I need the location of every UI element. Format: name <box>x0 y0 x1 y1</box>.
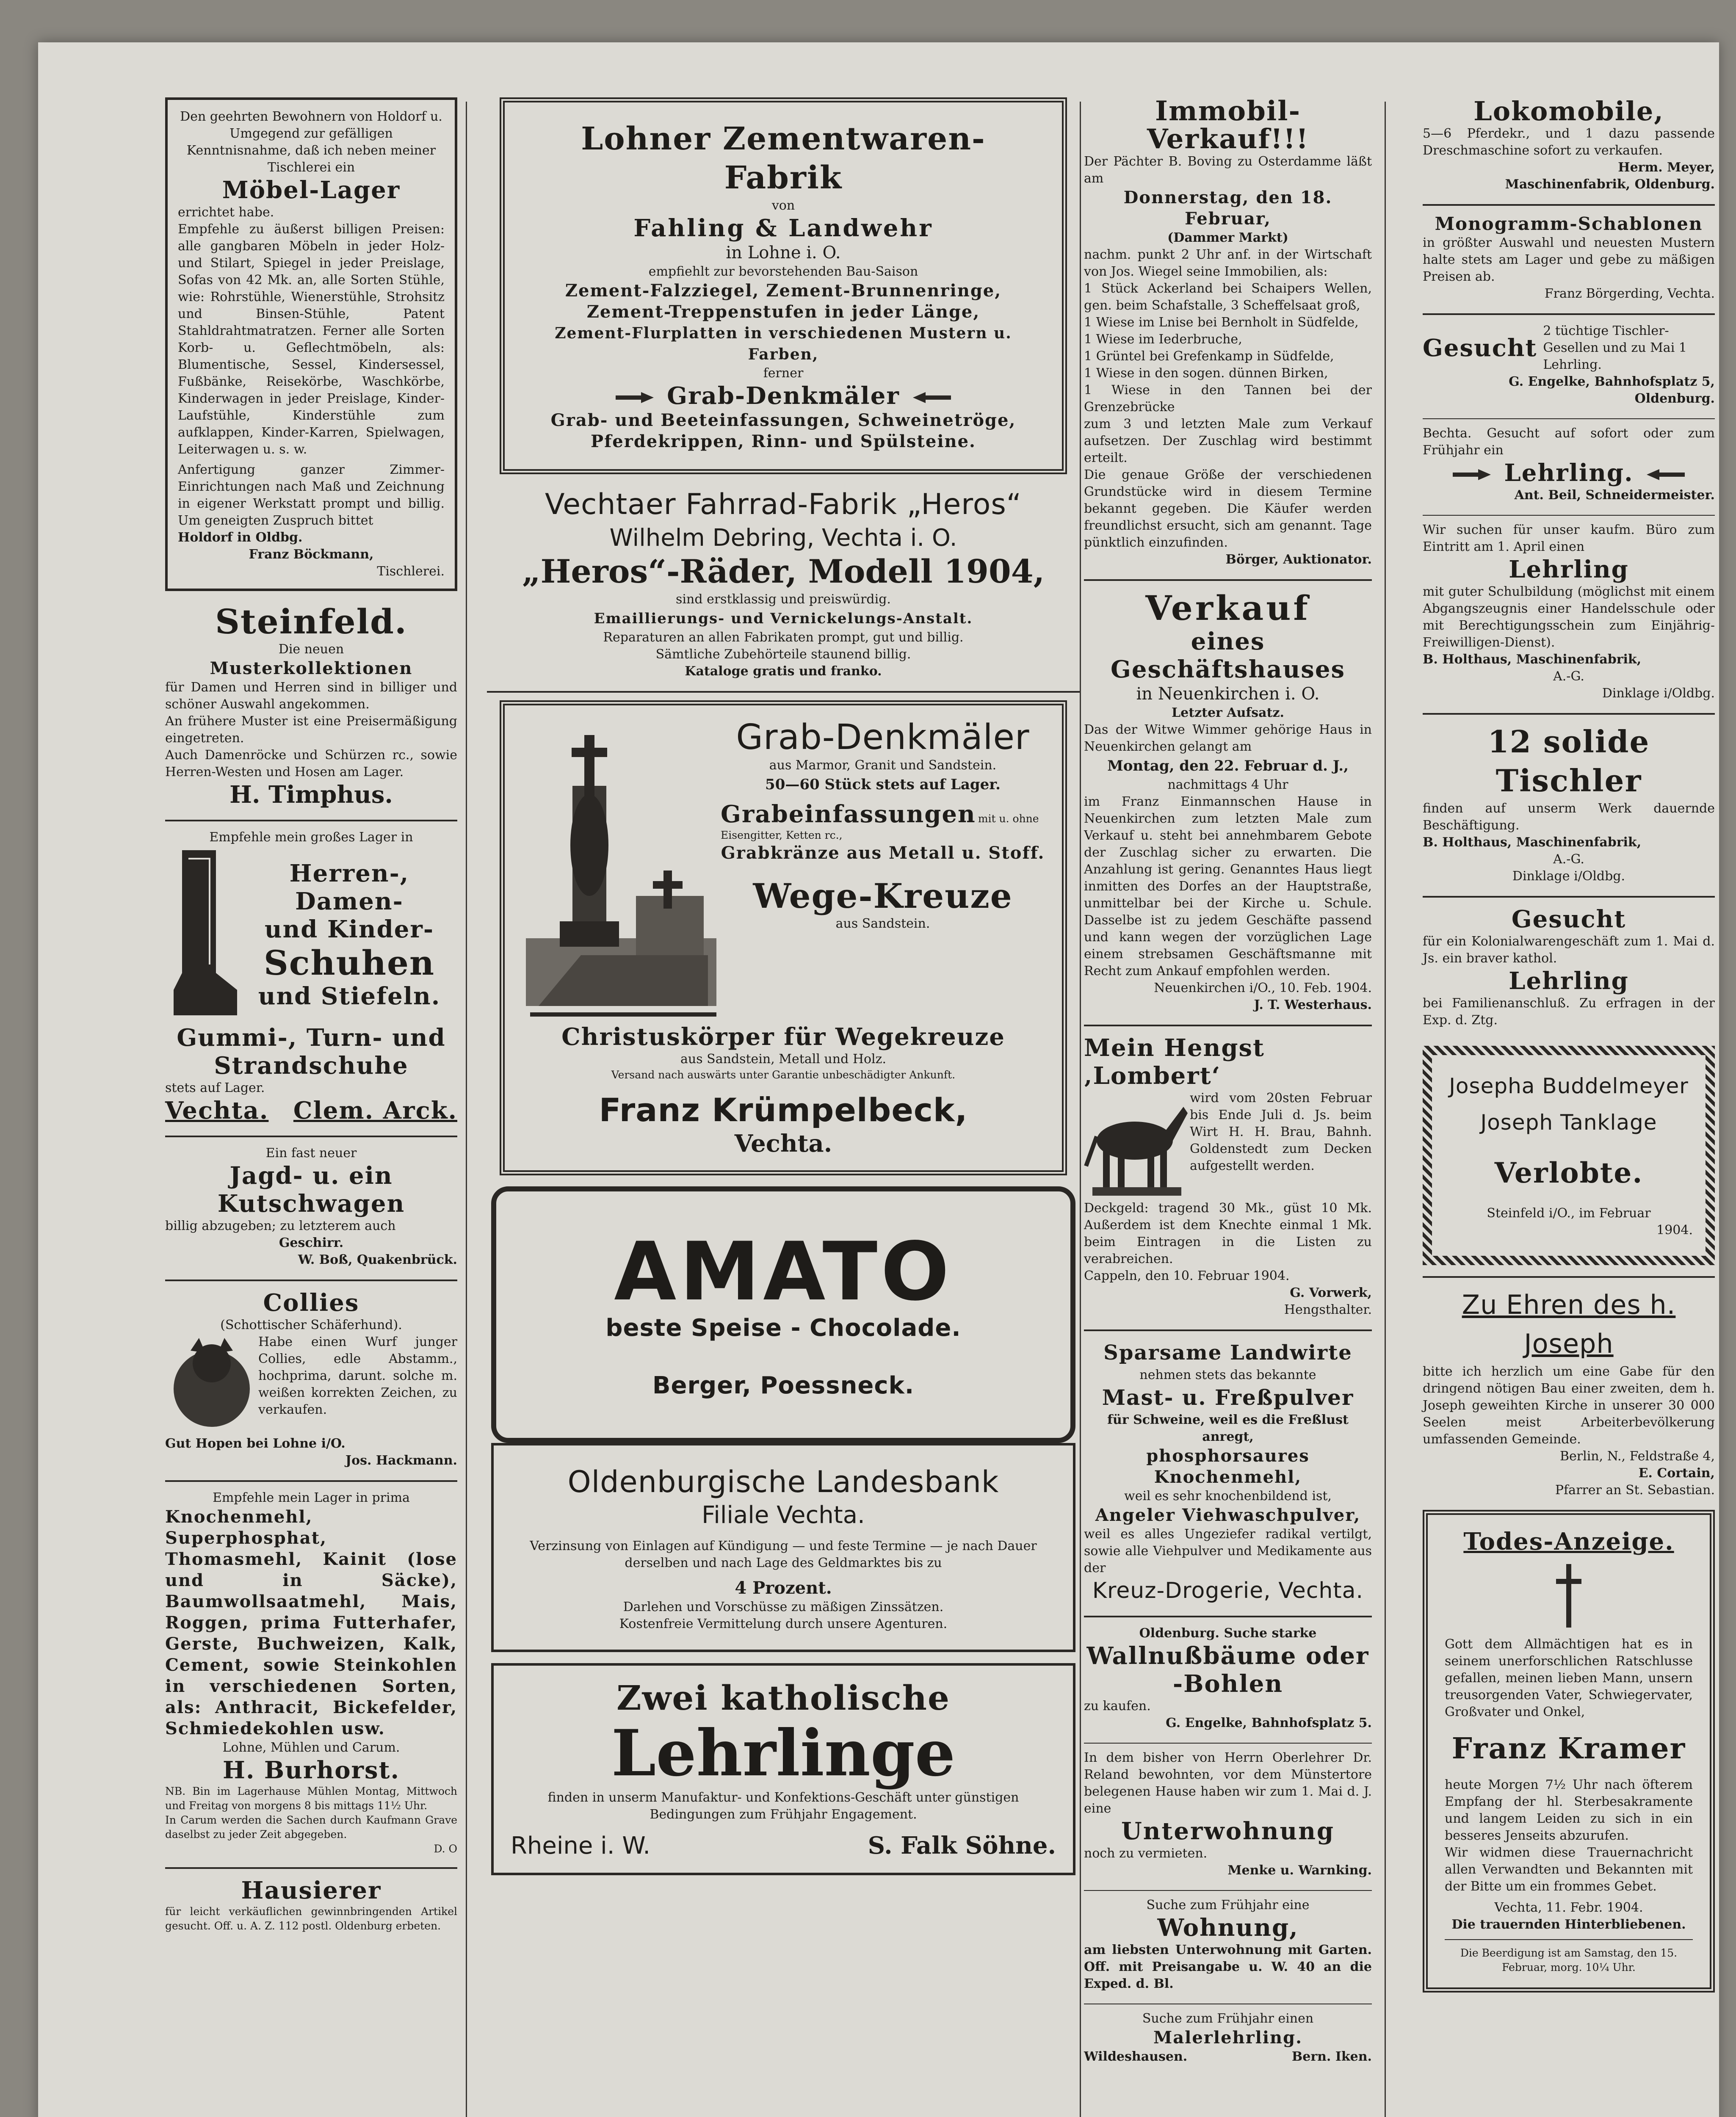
tischler-l1: finden auf unserm Werk dauernde Beschäftigung. <box>1423 801 1715 833</box>
lehrlinge-l2: Lehrlinge <box>611 1716 956 1791</box>
kunst-nb2sign: D. O <box>434 1843 457 1855</box>
maler-sign: Bern. Iken. <box>1291 2049 1372 2064</box>
unterwohnung-l2: noch zu vermieten. <box>1084 1846 1208 1861</box>
todes-l3: Wir widmen diese Trauernachricht allen Verwandten und Bekannten mit der Bitte um ein frommes Gebet. <box>1445 1845 1693 1894</box>
ad-heiliger-joseph <box>1423 1285 1715 1499</box>
verlobt-n2: Joseph Tanklage <box>1480 1110 1657 1135</box>
ad-malerlehrling <box>1084 2010 1372 2065</box>
schuhe-place: Vechta. <box>165 1097 269 1125</box>
schuhe-l3: Schuhen <box>263 943 435 983</box>
monogramm-title: Monogramm-Schablonen <box>1435 213 1703 234</box>
ad-lehrlinge <box>491 1663 1075 1875</box>
ad-wohnung <box>1084 1897 1372 1993</box>
moebel-body: Empfehle zu äußerst billigen Preisen: alle gangbaren Möbeln in jeder Holz- und Stilart, Spiegel in jeder Preislage, Sofas von 42 Mk. an, alle Sorten Stühle, wie: Rohrstühle, Wienerstühle, Strohsitz und Binsen-Stühle, Patent Stahldrahtmatratzen. Ferner alle Sorten Korb- u. Geflechtmöbeln, als: Blumentische, Sessel, Kindersessel, Fußbänke, Reisekörbe, Waschkörbe, Kinderwagen in jeder Preislage, Kinder-Laufstühle, Kinderstühle zum aufklappen, Kinder-Karren, Spielwagen, Leiterwagen u. s. w. <box>178 222 445 457</box>
verlobt-title: Verlobte. <box>1494 1156 1643 1189</box>
gesucht1-l1: 2 tüchtige Tischler-Gesellen und zu Mai 1 Lehrling. <box>1543 323 1687 372</box>
verkauf-l2: Montag, den 22. Februar d. J., <box>1107 757 1349 774</box>
pointing-hand-icon <box>913 391 951 404</box>
zement-title: Lohner Zementwaren-Fabrik <box>581 121 986 196</box>
hengst-body2: Deckgeld: tragend 30 Mk., güst 10 Mk. Außerdem ist dem Knechte einmal 1 Mk. beim Eintragen in die Listen zu verabreichen. <box>1084 1201 1372 1266</box>
steinfeld-body3: Auch Damenröcke und Schürzen rc., sowie Herren-Westen und Hosen am Lager. <box>165 748 457 779</box>
gesucht2-title2: Lehrling <box>1509 967 1629 995</box>
column-rule <box>1080 102 1081 2117</box>
schuhe-l6: stets auf Lager. <box>165 1081 265 1095</box>
divider <box>165 820 457 821</box>
lokomobile-l1: 5—6 Pferdekr., und 1 dazu passende Dreschmaschine sofort zu verkaufen. <box>1423 126 1715 158</box>
lokomobile-title: Lokomobile, <box>1473 96 1664 127</box>
kunst-sign: H. Burhorst. <box>223 1756 400 1784</box>
zement-von: von <box>771 198 795 213</box>
immobil-item: 1 Wiese in den Tannen bei der Grenzebrücke <box>1084 383 1372 415</box>
schuhe-l2: und Kinder- <box>264 915 434 943</box>
steinfeld-body2: An frühere Muster ist eine Preisermäßigung eingetreten. <box>165 714 457 746</box>
amato-firm: Berger, Poessneck. <box>652 1372 915 1399</box>
immobil-l4: nachm. punkt 2 Uhr anf. in der Wirtschaft von Jos. Wiegel seine Immobilien, als: <box>1084 247 1372 279</box>
divider <box>1423 418 1715 419</box>
unterwohnung-sign: Menke u. Warnking. <box>1227 1863 1372 1878</box>
joseph-l1: bitte ich herzlich um eine Gabe für den dringend nötigen Bau einer zweiten, dem h. Joseph geweihten Kirche in unserer 30 000 Seelen meist Arbeiterbevölkerung umfassenden Gemeinde. <box>1423 1364 1715 1447</box>
landwirte-l5: weil es sehr knochenbildend ist, <box>1124 1489 1332 1503</box>
immobil-item: 1 Wiese in den sogen. dünnen Birken, <box>1084 366 1328 381</box>
ad-gesucht-kolonial <box>1423 905 1715 1029</box>
column-4 <box>1423 97 1715 2004</box>
zement-l4: Zement-Flurplatten in verschiedenen Mustern u. Farben, <box>555 324 1012 363</box>
immobil-item: 1 Grüntel bei Grefenkamp in Südfelde, <box>1084 349 1334 364</box>
amato-sub: beste Speise - Chocolade. <box>605 1314 961 1342</box>
jagd-l1: Ein fast neuer <box>265 1146 357 1161</box>
zement-l5: ferner <box>763 366 804 381</box>
bank-sub: Filiale Vechta. <box>702 1501 865 1529</box>
kunst-nb2: In Carum werden die Sachen durch Kaufmann Grave daselbst zu jeder Zeit abgegeben. <box>165 1814 457 1841</box>
verlobt-place: Steinfeld i/O., im Februar <box>1487 1206 1651 1221</box>
schuhe-intro: Empfehle mein großes Lager in <box>209 830 413 845</box>
heros-l3: Reparaturen an allen Fabrikaten prompt, gut und billig. <box>603 630 964 645</box>
schuhe-sign: Clem. Arck. <box>293 1097 457 1125</box>
bank-title: Oldenburgische Landesbank <box>567 1465 999 1499</box>
verkauf-l1: Das der Witwe Wimmer gehörige Haus in Neuenkirchen gelangt am <box>1084 722 1372 754</box>
lehrling1-title: Lehrling. <box>1504 459 1634 487</box>
ad-jagdwagen <box>165 1145 457 1269</box>
ad-lehrling-schneider <box>1423 425 1715 504</box>
wohnung-l2: am liebsten Unterwohnung mit Garten. Off. mit Preisangabe u. W. 40 an die Exped. d. Bl. <box>1084 1943 1372 1991</box>
monogramm-sign: Franz Börgerding, Vechta. <box>1544 286 1715 301</box>
divider <box>1445 1939 1693 1940</box>
grab-l1: aus Marmor, Granit und Sandstein. <box>769 758 997 773</box>
lehrling2-title: Lehrling <box>1509 556 1629 583</box>
pointing-hand-icon <box>1647 468 1685 481</box>
ad-lokomobile <box>1423 97 1715 193</box>
ad-kunstduenger <box>165 1490 457 1856</box>
verlobt-n1: Josepha Buddelmeyer <box>1449 1074 1689 1098</box>
todes-place: Vechta, 11. Febr. 1904. <box>1494 1900 1643 1915</box>
collies-sign: Jos. Hackmann. <box>345 1453 457 1468</box>
zement-l7: Grab- und Beeteinfassungen, Schweinetröge, <box>550 410 1016 430</box>
joseph-addr: Berlin, N., Feldstraße 4, <box>1559 1449 1715 1464</box>
ad-immobil <box>1084 97 1372 568</box>
column-3 <box>1084 97 1372 2076</box>
heros-l1: sind erstklassig und preiswürdig. <box>676 592 891 607</box>
verkauf-place: Neuenkirchen i/O., 10. Feb. 1904. <box>1154 981 1372 995</box>
newspaper-page <box>38 42 1719 2117</box>
wohnung-l1: Suche zum Frühjahr eine <box>1146 1898 1310 1912</box>
steinfeld-sign: H. Timphus. <box>229 781 393 809</box>
column-rule <box>1385 102 1386 2117</box>
kunst-intro: Empfehle mein Lager in prima <box>213 1490 410 1505</box>
verkauf-l3: nachmittags 4 Uhr <box>1167 777 1288 792</box>
immobil-title: Immobil-Verkauf!!! <box>1147 95 1309 155</box>
cross-icon <box>1556 1564 1581 1628</box>
landwirte-l6: Angeler Viehwaschpulver, <box>1095 1505 1361 1525</box>
lehrling2-place: Dinklage i/Oldbg. <box>1602 686 1715 701</box>
divider <box>1423 313 1715 315</box>
ad-unterwohnung <box>1084 1749 1372 1879</box>
immobil-sign: Börger, Auktionator. <box>1225 552 1372 567</box>
lehrling1-sign: Ant. Beil, Schneidermeister. <box>1514 488 1715 503</box>
pointing-hand-icon <box>1453 468 1491 481</box>
walnuss-l1: Oldenburg. Suche starke <box>1139 1626 1317 1641</box>
landwirte-title: Sparsame Landwirte <box>1103 1341 1352 1365</box>
divider <box>1084 579 1372 581</box>
zement-l3: Zement-Treppenstufen in jeder Länge, <box>586 302 980 322</box>
ad-schuhe <box>165 829 457 1125</box>
collies-sub: (Schottischer Schäferhund). <box>220 1318 402 1332</box>
joseph-title: Zu Ehren des h. Joseph <box>1462 1289 1676 1359</box>
grab-l3: Grabeinfassungen <box>721 800 976 828</box>
divider <box>1423 204 1715 206</box>
gesucht1-sign: G. Engelke, Bahnhofsplatz 5, <box>1509 374 1715 389</box>
lehrling2-sign2: A.-G. <box>1553 669 1584 684</box>
boot-icon <box>165 846 241 1024</box>
walnuss-l2: Wallnußbäume oder -Bohlen <box>1086 1642 1369 1698</box>
divider <box>1423 515 1715 516</box>
divider <box>165 1480 457 1482</box>
horse-illustration <box>1084 1090 1190 1200</box>
lokomobile-role: Maschinenfabrik, Oldenburg. <box>1505 177 1715 192</box>
immobil-l5: zum 3 und letzten Male zum Verkauf aufsetzen. Der Zuschlag wird bestimmt erteilt. <box>1084 417 1372 465</box>
moebel-sign2: Tischlerei. <box>377 564 445 579</box>
zement-l2: Zement-Falzziegel, Zement-Brunnenringe, <box>565 281 1002 301</box>
todes-sign: Die trauernden Hinterbliebenen. <box>1451 1917 1686 1932</box>
lehrlinge-l1: Zwei katholische <box>616 1678 950 1718</box>
gesucht1-place: Oldenburg. <box>1634 391 1715 406</box>
divider <box>1084 1616 1372 1617</box>
moebel-title: Möbel-Lager <box>222 176 401 204</box>
ad-moebel-lager <box>165 97 457 591</box>
lehrling2-sign: B. Holthaus, Maschinenfabrik, <box>1423 652 1642 667</box>
grab-title: Grab-Denkmäler <box>736 717 1030 757</box>
ad-tischler <box>1423 722 1715 885</box>
gesucht2-l1: für ein Kolonialwarengeschäft zum 1. Mai d. Js. ein braver kathol. <box>1423 934 1715 966</box>
immobil-item: 1 Wiese im Lnise bei Bernholt in Südfelde, <box>1084 315 1359 330</box>
hausierer-title: Hausierer <box>241 1877 381 1904</box>
grab-place: Vechta. <box>734 1130 832 1158</box>
verkauf-sign: J. T. Westerhaus. <box>1254 998 1372 1012</box>
moebel-place: Holdorf in Oldbg. <box>178 530 303 545</box>
grab-l5: Wege-Kreuze <box>753 876 1013 916</box>
grab-l7: Christuskörper für Wegekreuze <box>561 1023 1005 1051</box>
jagd-l4: Geschirr. <box>279 1235 344 1250</box>
landwirte-l7: weil es alles Ungeziefer radikal vertilgt, sowie alle Viehpulver und Medikamente aus der <box>1084 1527 1372 1575</box>
bank-rate: 4 Prozent. <box>735 1578 832 1598</box>
steinfeld-sub2: Musterkollektionen <box>210 658 413 678</box>
heros-l2: Emaillierungs- und Vernickelungs-Anstalt. <box>594 610 973 627</box>
hengst-body: wird vom 20sten Februar bis Ende Juli d. Js. beim Wirt H. H. Brau, Bahnh. Goldenstedt zum Decken aufgestellt werden. <box>1190 1091 1372 1173</box>
lehrlinge-firm: S. Falk Söhne. <box>868 1832 1056 1860</box>
jagd-l2: Jagd- u. ein Kutschwagen <box>217 1162 405 1218</box>
unterwohnung-l1: In dem bisher von Herrn Oberlehrer Dr. Reland bewohnten, vor dem Münstertore belegenen Hause haben wir zum 1. Mai d. J. eine <box>1084 1750 1372 1816</box>
lehrlinge-place: Rheine i. W. <box>511 1832 651 1860</box>
divider <box>165 1280 457 1281</box>
tischler-sign: B. Holthaus, Maschinenfabrik, <box>1423 835 1642 850</box>
grab-l2: 50—60 Stück stets auf Lager. <box>765 776 1001 793</box>
landwirte-l1: nehmen stets das bekannte <box>1139 1368 1316 1382</box>
divider <box>1084 1890 1372 1891</box>
steinfeld-sub1: Die neuen <box>278 642 344 657</box>
hengst-title: Mein Hengst ‚Lombert‘ <box>1084 1034 1265 1090</box>
lehrlinge-l3: finden in unserm Manufaktur- und Konfektions-Geschäft unter günstigen Bedingungen zum Frühjahr Engagement. <box>547 1790 1019 1822</box>
steinfeld-title: Steinfeld. <box>215 602 407 641</box>
ad-wallnuss <box>1084 1625 1372 1732</box>
heros-title: Vechtaer Fahrrad-Fabrik „Heros“ <box>545 488 1022 521</box>
moebel-extra: Anfertigung ganzer Zimmer-Einrichtungen nach Maß und Zeichnung in eigener Werkstatt prompt und billig. Um geneigten Zuspruch bittet <box>178 462 445 528</box>
immobil-item: 1 Stück Ackerland bei Schaipers Wellen, gen. beim Schafstalle, 3 Scheffelsaat groß, <box>1084 281 1372 313</box>
todes-name: Franz Kramer <box>1451 1732 1686 1766</box>
schuhe-l4: und Stiefeln. <box>258 982 441 1010</box>
ad-heros <box>487 485 1080 680</box>
zement-loc: in Lohne i. O. <box>726 243 841 263</box>
kunst-places: Lohne, Mühlen und Carum. <box>222 1740 400 1755</box>
column-rule <box>466 102 467 2117</box>
walnuss-l3: zu kaufen. <box>1084 1699 1151 1713</box>
gesucht2-title: Gesucht <box>1511 905 1626 933</box>
bank-l3: Kostenfreie Vermittelung durch unsere Agenturen. <box>619 1617 948 1631</box>
tischler-sign2: A.-G. <box>1553 852 1584 867</box>
grab-l3b: mit u. ohne Eisengitter, Ketten rc., <box>721 813 1039 841</box>
maler-place: Wildeshausen. <box>1084 2049 1188 2064</box>
lehrling1-l0: Bechta. Gesucht auf sofort oder zum Frühjahr ein <box>1423 426 1715 458</box>
schuhe-l1: Herren-, Damen- <box>289 860 409 915</box>
landwirte-l3: für Schweine, weil es die Freßlust anregt, <box>1107 1412 1349 1444</box>
grab-l4: Grabkränze aus Metall u. Stoff. <box>721 843 1045 863</box>
ad-grabdenkmaeler <box>500 700 1067 1175</box>
ad-amato <box>491 1186 1075 1443</box>
divider <box>1084 1329 1372 1331</box>
ad-landwirte <box>1084 1339 1372 1605</box>
ad-collies <box>165 1289 457 1469</box>
grab-sign: Franz Krümpelbeck, <box>599 1091 968 1129</box>
gesucht1-title: Gesucht <box>1423 334 1537 362</box>
verkauf-loc: in Neuenkirchen i. O. <box>1136 684 1320 704</box>
joseph-role: Pfarrer an St. Sebastian. <box>1555 1483 1715 1498</box>
immobil-item: 1 Wiese im Iederbruche, <box>1084 332 1242 347</box>
ad-monogramm <box>1423 213 1715 302</box>
verkauf-l4: im Franz Einmannschen Hause in Neuenkirchen zum letzten Male zum Verkauf u. steht bei annehmbarem Gebote der Zuschlag sicher zu erwarten. Die Anzahlung ist gering. Genanntes Haus liegt inmitten des Dorfes an der Hauptstraße, unmittelbar bei der Kirche u. Schule. Dasselbe ist zu jedem Geschäfte passend und kann wegen der vorzüglichen Lage einem strebsamen Geschäftsmanne mit Recht zum Ankauf empfohlen werden. <box>1084 794 1372 978</box>
heros-model: „Heros“-Räder, Modell 1904, <box>522 553 1045 590</box>
bank-l1: Verzinsung von Einlagen auf Kündigung — und feste Termine — je nach Dauer derselben und nach Lage des Geldmarktes bis zu <box>530 1539 1037 1570</box>
todes-l2: heute Morgen 7½ Uhr nach öfterem Empfang der hl. Sterbesakramente und langem Leiden zu sich in ein besseres Jenseits abzurufen. <box>1445 1777 1693 1843</box>
unterwohnung-title: Unterwohnung <box>1121 1817 1335 1845</box>
steinfeld-body: für Damen und Herren sind in billiger und schöner Auswahl angekommen. <box>165 680 457 712</box>
kunst-nb: NB. Bin im Lagerhause Mühlen Montag, Mittwoch und Freitag von morgens 8 bis mittags 11½ Uhr. <box>165 1785 457 1812</box>
immobil-l6: Die genaue Größe der verschiedenen Grundstücke wird in diesem Termine bekannt gegeben. Die Käufer werden freundlichst ersucht, sich am genannt. Tage pünktlich einzufinden. <box>1084 467 1372 550</box>
landwirte-l2: Mast- u. Freßpulver <box>1102 1385 1354 1410</box>
jagd-l3: billig abzugeben; zu letzterem auch <box>165 1219 396 1233</box>
todes-l4: Die Beerdigung ist am Samstag, den 15. Februar, morg. 10¼ Uhr. <box>1460 1947 1678 1973</box>
zement-l8: Pferdekrippen, Rinn- und Spülsteine. <box>591 431 976 451</box>
ad-todesanzeige <box>1423 1510 1715 1993</box>
heros-owner: Wilhelm Debring, Vechta i. O. <box>609 524 957 552</box>
collies-place: Gut Hopen bei Lohne i/O. <box>165 1436 346 1451</box>
hengst-role: Hengsthalter. <box>1284 1302 1372 1317</box>
divider <box>165 1867 457 1869</box>
moebel-line2: errichtet habe. <box>178 205 274 220</box>
divider <box>1423 713 1715 715</box>
bank-l2: Darlehen und Vorschüsse zu mäßigen Zinssätzen. <box>623 1600 944 1614</box>
zement-firm: Fahling & Landwehr <box>633 214 933 242</box>
monogramm-l1: in größter Auswahl und neuesten Mustern halte stets am Lager und gebe zu mäßigen Preisen ab. <box>1423 235 1715 284</box>
ad-landesbank <box>491 1443 1075 1652</box>
hengst-sign: G. Vorwerk, <box>1290 1285 1372 1300</box>
divider <box>487 691 1080 693</box>
ad-hengst <box>1084 1034 1372 1318</box>
verkauf-title: Verkauf <box>1145 588 1310 628</box>
hengst-place: Cappeln, den 10. Februar 1904. <box>1084 1269 1290 1283</box>
lehrling2-l1: mit guter Schulbildung (möglichst mit einem Abgangszeugnis einer Handelsschule oder mit Berechtigungsschein zum Einjährig-Freiwilligen-Dienst). <box>1423 584 1715 650</box>
lehrling2-l0: Wir suchen für unser kaufm. Büro zum Eintritt am 1. April einen <box>1423 522 1715 554</box>
jagd-sign: W. Boß, Quakenbrück. <box>298 1252 457 1267</box>
walnuss-sign: G. Engelke, Bahnhofsplatz 5. <box>1166 1716 1372 1730</box>
grab-l8: aus Sandstein, Metall und Holz. <box>680 1052 886 1067</box>
divider <box>165 1136 457 1137</box>
gesucht2-l2: bei Familienanschluß. Zu erfragen in der Exp. d. Ztg. <box>1423 996 1715 1028</box>
immobil-l3: (Dammer Markt) <box>1167 230 1288 245</box>
zement-l6: Grab-Denkmäler <box>667 382 900 410</box>
verlobt-year: 1904. <box>1656 1223 1693 1238</box>
moebel-sign: Franz Böckmann, <box>249 547 374 562</box>
collies-body: Habe einen Wurf junger Collies, edle Abstamm., hochprima, darunt. solche m. weißen korrekten Zeichen, zu verkaufen. <box>258 1335 457 1417</box>
ad-verkauf-geschaeftshaus <box>1084 589 1372 1014</box>
moebel-intro: Den geehrten Bewohnern von Holdorf u. Umgegend zur gefälligen Kenntnisnahme, daß ich neben meiner Tischlerei ein <box>180 109 442 175</box>
joseph-sign: E. Cortain, <box>1638 1466 1715 1481</box>
ad-zementwaren <box>500 97 1067 474</box>
ad-steinfeld <box>165 602 457 809</box>
dog-icon <box>165 1334 258 1435</box>
gravestone-illustration <box>522 718 721 1023</box>
hausierer-body: für leicht verkäuflichen gewinnbringenden Artikel gesucht. Off. u. A. Z. 112 postl. Oldenburg erbeten. <box>165 1905 457 1932</box>
collies-title: Collies <box>263 1289 359 1317</box>
pointing-hand-icon <box>616 391 654 404</box>
divider <box>1084 1743 1372 1744</box>
landwirte-l8: Kreuz-Drogerie, Vechta. <box>1092 1578 1364 1603</box>
verkauf-sub: eines Geschäftshauses <box>1111 627 1345 683</box>
amato-title: AMATO <box>614 1225 953 1318</box>
ad-lehrling-holthaus <box>1423 522 1715 702</box>
ad-verlobung <box>1423 1046 1715 1265</box>
schuhe-l5: Gummi-, Turn- und Strandschuhe <box>177 1024 446 1080</box>
grab-l6: aus Sandstein. <box>835 916 930 931</box>
immobil-l2: Donnerstag, den 18. Februar, <box>1123 188 1332 229</box>
maler-title: Malerlehrling. <box>1153 2028 1303 2048</box>
divider <box>1423 896 1715 898</box>
todes-title: Todes-Anzeige. <box>1463 1528 1674 1556</box>
divider <box>1084 1025 1372 1026</box>
verkauf-l0: Letzter Aufsatz. <box>1172 705 1284 720</box>
ad-gesucht-tischler <box>1423 323 1715 407</box>
column-2 <box>487 97 1080 1886</box>
todes-l1: Gott dem Allmächtigen hat es in seinem unerforschlichen Ratschlusse gefallen, meinen lieben Mann, unsern treusorgenden Vater, Schwiegervater, Großvater und Onkel, <box>1445 1637 1693 1719</box>
ad-hausierer <box>165 1877 457 1933</box>
grab-l9: Versand nach auswärts unter Garantie unbeschädigter Ankunft. <box>611 1069 956 1081</box>
heros-l5: Kataloge gratis und franko. <box>685 664 882 679</box>
kunst-body: Knochenmehl, Superphosphat, Thomasmehl, Kainit (lose und in Säcke), Baumwollsaatmehl, Mais, Roggen, prima Futterhafer, Gerste, Buchweizen, Kalk, Cement, sowie Steinkohlen in verschiedenen Sorten, als: Anthracit, Bickefelder, Schmiedekohlen usw. <box>165 1507 457 1738</box>
column-1 <box>165 97 457 1944</box>
tischler-place: Dinklage i/Oldbg. <box>1512 869 1625 884</box>
tischler-title: 12 solide Tischler <box>1487 724 1650 799</box>
divider <box>1423 1276 1715 1278</box>
landwirte-l4: phosphorsaures Knochenmehl, <box>1146 1446 1310 1487</box>
heros-l4: Sämtliche Zubehörteile staunend billig. <box>655 647 911 662</box>
immobil-l1: Der Pächter B. Boving zu Osterdamme läßt am <box>1084 154 1372 186</box>
wohnung-title: Wohnung, <box>1157 1914 1299 1942</box>
maler-l1: Suche zum Frühjahr einen <box>1142 2011 1314 2026</box>
zement-l1: empfiehlt zur bevorstehenden Bau-Saison <box>648 264 918 279</box>
lokomobile-sign: Herm. Meyer, <box>1618 160 1715 175</box>
